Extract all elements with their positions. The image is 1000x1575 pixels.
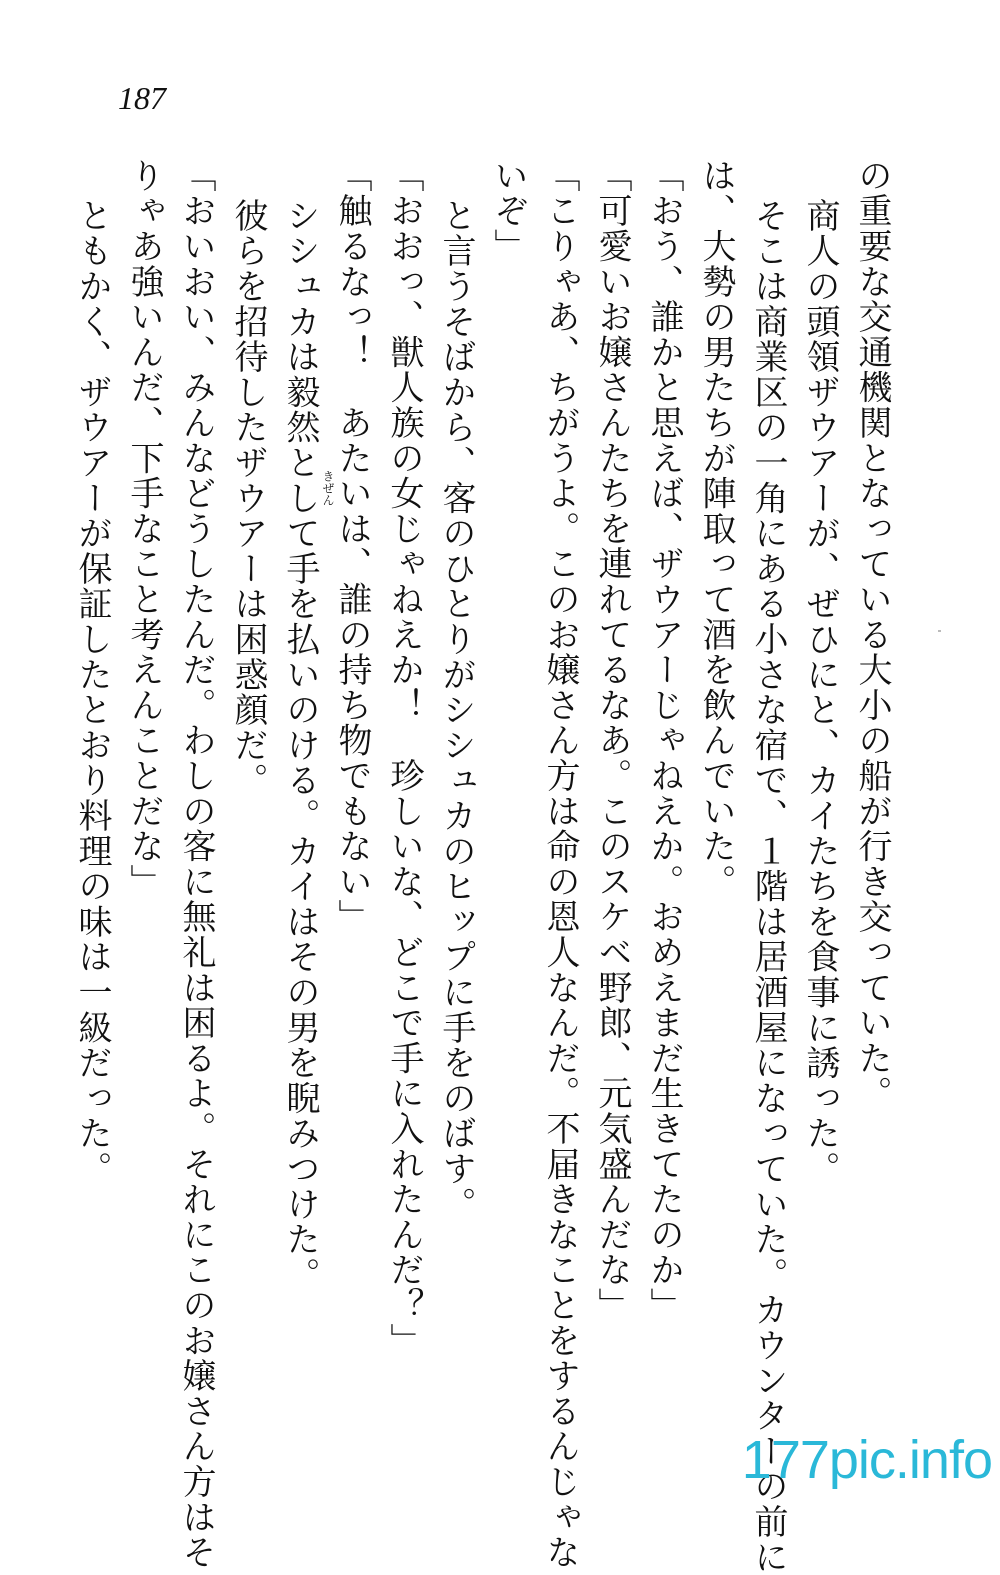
speck	[938, 630, 941, 632]
text-column-with-ruby	[280, 198, 320, 1292]
text-column: 「こりゃあ、ちがうよ。このお嬢さん方は命の恩人なんだ。不届きなことをするんじゃな	[540, 158, 580, 1570]
text-column: 「触るなっ！ あたいは、誰の持ち物でもない」	[332, 158, 372, 935]
text-column: 「おいおい、みんなどうしたんだ。わしの客に無礼は困るよ。それにこのお嬢さん方はそ	[176, 158, 216, 1570]
watermark: 177pic.info	[741, 1430, 992, 1490]
text-column: は、大勢の男たちが陣取って酒を飲んでいた。	[696, 158, 736, 900]
text-column: りゃあ強いんだ、下手なこと考えんことだな」	[124, 158, 164, 900]
text-column: いぞ」	[488, 158, 528, 264]
text-column: と言うそばから、客のひとりがシシュカのヒップに手をのばす。	[436, 198, 476, 1222]
text-column: 商人の頭領ザウアーが、ぜひにと、カイたちを食事に誘った。	[800, 198, 840, 1187]
ruby-annotation: きぜん	[321, 470, 335, 506]
text-column: ともかく、ザウアーが保証したとおり料理の味は一級だった。	[72, 198, 112, 1187]
page-number: 187	[118, 80, 166, 116]
text-column: 彼らを招待したザウアーは困惑顔だ。	[228, 198, 268, 799]
text-column: の重要な交通機関となっている大小の船が行き交っていた。	[852, 158, 892, 1112]
text-column: 「おう、誰かと思えば、ザウアーじゃねえか。おめえまだ生きてたのか」	[644, 158, 684, 1323]
text-column: 「可愛いお嬢さんたちを連れてるなあ。このスケベ野郎、元気盛んだな」	[592, 158, 632, 1323]
text-column-body: シシュカは毅然として手を払いのける。カイはその男を睨みつけた。	[280, 198, 320, 1293]
text-column: 「おおっ、獣人族の女じゃねえか！ 珍しいな、どこで手に入れたんだ？」	[384, 158, 424, 1359]
text-column: そこは商業区の一角にある小さな宿で、１階は居酒屋になっていた。カウンターの前に	[748, 198, 788, 1575]
